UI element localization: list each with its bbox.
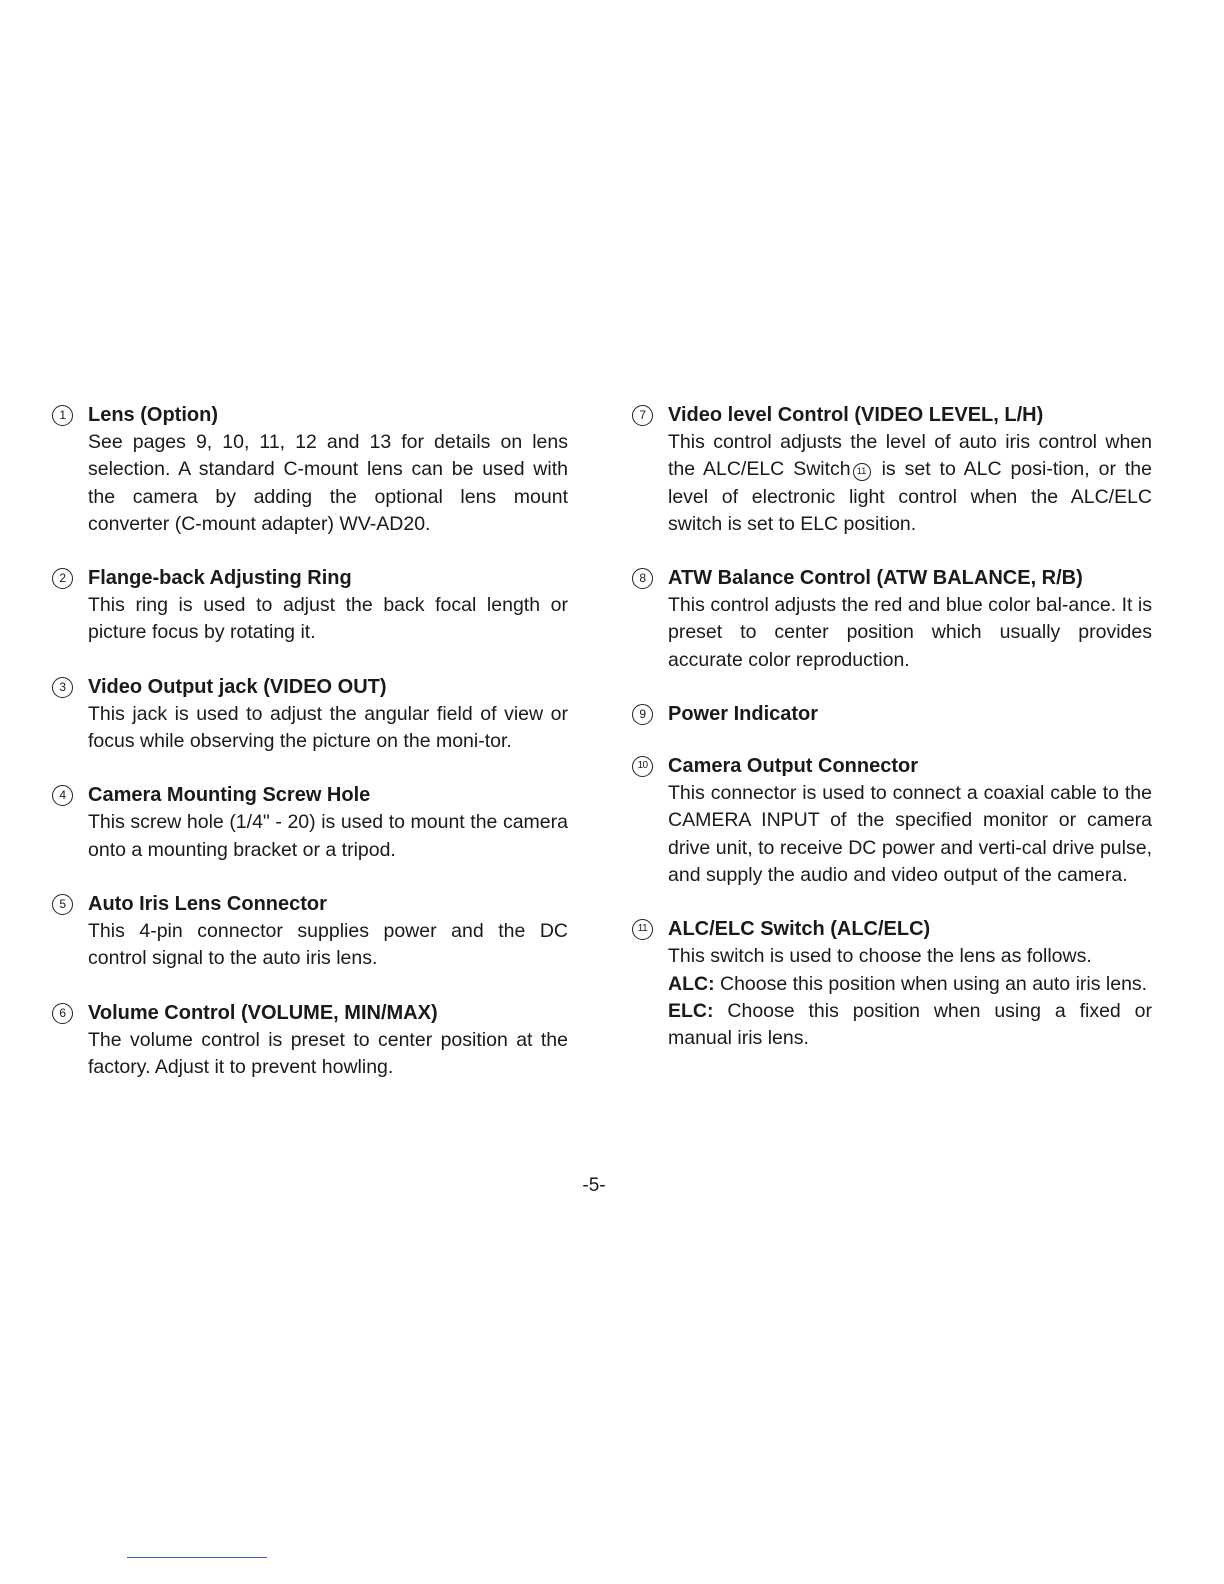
item-number-badge: 9 <box>632 704 653 725</box>
item-description <box>668 429 1152 538</box>
elc-option-description: Choose this position when using a fixed or manual iris lens. <box>668 999 1152 1050</box>
item-description-part: is set to ALC posi-tion, or the level of electronic light control when the ALC/ELC switch is set to ELC position. <box>668 458 1152 535</box>
item-title: Auto Iris Lens Connector <box>88 892 327 915</box>
item-description: This switch is used to choose the lens as follows. <box>668 945 1092 968</box>
right-column <box>632 402 1152 1079</box>
item-number-badge: 5 <box>52 894 73 915</box>
item-number-badge: 4 <box>52 785 73 806</box>
item-number-badge: 7 <box>632 405 653 426</box>
item-number-badge: 10 <box>632 756 653 777</box>
item-number-badge: 6 <box>52 1003 73 1024</box>
page-number: -5- <box>582 1175 606 1196</box>
item-number-badge: 1 <box>52 405 73 426</box>
item-lens <box>52 402 568 538</box>
item-video-output-jack <box>52 674 568 756</box>
item-title: Flange-back Adjusting Ring <box>88 567 352 590</box>
alc-option-label: ALC: <box>668 972 715 995</box>
item-description: The volume control is preset to center position at the factory. Adjust it to prevent howling. <box>88 1028 568 1078</box>
alc-option-description: Choose this position when using an auto iris lens. <box>714 972 1148 995</box>
left-column <box>52 402 568 1108</box>
item-volume-control <box>52 1000 568 1082</box>
footer-rule <box>127 1557 267 1558</box>
cross-reference-badge: 11 <box>853 463 871 481</box>
elc-option-label: ELC: <box>668 999 714 1022</box>
item-power-indicator <box>632 701 1152 728</box>
item-title: ATW Balance Control (ATW BALANCE, R/B) <box>668 567 1083 590</box>
alc-option-text <box>668 971 1152 998</box>
item-video-level-control <box>632 402 1152 538</box>
item-description: This jack is used to adjust the angular field of view or focus while observing the picture on the moni-tor. <box>88 702 568 753</box>
item-number-badge: 8 <box>632 568 653 589</box>
item-description: This ring is used to adjust the back focal length or picture focus by rotating it. <box>88 594 568 644</box>
item-description: This 4-pin connector supplies power and the DC control signal to the auto iris lens. <box>88 919 568 970</box>
item-alc-elc-switch <box>632 916 1152 1052</box>
item-title: Camera Mounting Screw Hole <box>88 784 371 807</box>
item-auto-iris-connector <box>52 891 568 973</box>
item-title: Volume Control (VOLUME, MIN/MAX) <box>88 1001 438 1024</box>
item-description: This screw hole (1/4" - 20) is used to mount the camera onto a mounting bracket or a tripod. <box>88 811 568 861</box>
item-description: This control adjusts the red and blue color bal-ance. It is preset to center position which usually provides accurate color reproduction. <box>668 594 1152 671</box>
item-atw-balance-control <box>632 565 1152 674</box>
item-flange-back-ring <box>52 565 568 647</box>
item-title: Camera Output Connector <box>668 755 919 778</box>
item-title: ALC/ELC Switch (ALC/ELC) <box>668 918 931 941</box>
item-title: Video Output jack (VIDEO OUT) <box>88 675 387 698</box>
elc-option-text <box>668 998 1152 1053</box>
item-description: See pages 9, 10, 11, 12 and 13 for details on lens selection. A standard C-mount lens can be used with the camera by adding the optional lens mount converter (C-mount adapter) WV-AD20. <box>88 431 568 535</box>
item-title: Video level Control (VIDEO LEVEL, L/H) <box>668 404 1044 426</box>
item-description-part: This control adjusts the level of auto iris control when the ALC/ELC Switch <box>668 431 1152 481</box>
item-description: This connector is used to connect a coaxial cable to the CAMERA INPUT of the specified monitor or camera drive unit, to receive DC power and verti-cal drive pulse, and supply the audio and video output of the camera. <box>668 782 1152 886</box>
item-number-badge: 11 <box>632 919 653 940</box>
item-camera-output-connector <box>632 753 1152 889</box>
item-number-badge: 3 <box>52 677 73 698</box>
item-mounting-screw-hole <box>52 782 568 864</box>
item-title: Lens (Option) <box>88 404 218 426</box>
item-number-badge: 2 <box>52 568 73 589</box>
item-title: Power Indicator <box>668 703 819 726</box>
